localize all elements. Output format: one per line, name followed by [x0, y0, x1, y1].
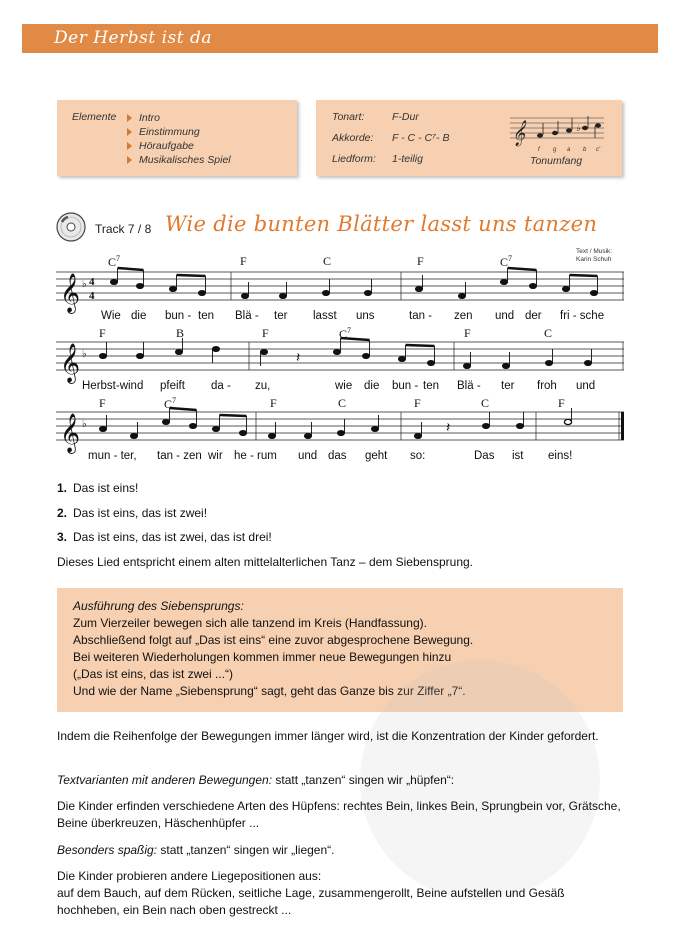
lyric-syllable: die [131, 310, 147, 322]
lyric-syllable: Blä - [457, 380, 481, 392]
treble-clef-icon: 𝄞 [60, 273, 81, 313]
chord-symbol: $C^7$ [339, 326, 352, 341]
instruction-heading: Ausführung des Siebensprungs: [73, 599, 244, 613]
chord-symbol: $C^7$ [500, 254, 513, 269]
lyric-syllable: Herbst-wind [82, 380, 144, 392]
chord-symbol: $C^7$ [108, 254, 121, 269]
list-item: Intro [139, 111, 231, 125]
lyric-syllable: mun - ter, [88, 450, 137, 462]
lyric-syllable: he - rum [234, 450, 277, 462]
body-paragraph: Die Kinder erfinden verschiedene Arten des Hüpfens: rechtes Bein, linkes Bein, Sprungbein vor, Grätsche, Beine überkreuzen, Häschenhüpfer ... [57, 799, 621, 830]
range-note-label: c' [596, 147, 601, 153]
lyric-syllable: und [298, 450, 318, 462]
lyric-syllable: tan - zen [157, 450, 202, 462]
lyric-syllable: uns [356, 310, 375, 322]
chord-symbol: F [99, 396, 106, 410]
chord-symbol: F [270, 396, 277, 410]
flat-icon: ♭ [82, 349, 87, 360]
lyric-syllable: Wie [101, 310, 121, 322]
body-paragraph: Die Kinder probieren andere Liegepositionen aus: [57, 869, 322, 883]
lyric-syllable: ist [512, 450, 524, 462]
instruction-line: („Das ist eins, das ist zwei ...“) [73, 667, 234, 681]
lyric-syllable: so: [410, 450, 426, 462]
chord-symbol: B [176, 326, 185, 340]
key-row: Tonart: F-Dur [332, 111, 419, 123]
lyric-syllable: eins! [548, 450, 573, 462]
lyric-syllable: wie [335, 380, 353, 392]
instruction-line: Bei weiteren Wiederholungen kommen immer neue Bewegungen hinzu [73, 650, 452, 664]
chord-symbol: C [544, 326, 553, 340]
chord-symbol: F [464, 326, 471, 340]
lyric-syllable: Das [474, 450, 495, 462]
lyric-syllable: ten [423, 380, 439, 392]
final-barline [621, 412, 624, 440]
chord-symbol: C [323, 254, 332, 268]
list-item: Höraufgabe [139, 139, 231, 153]
treble-clef-icon: 𝄞 [60, 343, 81, 383]
chord-symbol: F [262, 326, 269, 340]
arrow-icon [127, 114, 132, 122]
chord-symbol: C [481, 396, 490, 410]
lyric-syllable: ten [198, 310, 214, 322]
list-item: Einstimmung [139, 125, 231, 139]
lyric-syllable: Blä - [235, 310, 259, 322]
treble-clef-icon: 𝄞 [512, 121, 526, 146]
lyric-syllable: die [364, 380, 380, 392]
elements-box [57, 100, 297, 176]
arrow-icon [127, 156, 132, 164]
lyric-syllable: bun - [165, 310, 192, 322]
flat-icon: ♭ [82, 279, 87, 290]
chord-symbol: F [417, 254, 424, 268]
range-label: Tonumfang [530, 155, 583, 167]
instruction-line: Und wie der Name „Siebensprung“ sagt, geht das Ganze bis zur Ziffer „7“. [73, 684, 466, 698]
time-sig-bottom: 4 [89, 290, 95, 302]
chapter-title: Der Herbst ist da [54, 28, 212, 48]
svg-text:♭: ♭ [576, 123, 581, 133]
treble-clef-icon: 𝄞 [60, 413, 81, 453]
lyric-syllable: da - [211, 380, 231, 392]
song-title: Wie die bunten Blätter lasst uns tanzen [165, 212, 598, 236]
range-staff [508, 104, 608, 154]
instruction-line: Zum Vierzeiler bewegen sich alle tanzend im Kreis (Handfassung). [73, 616, 427, 630]
lyric-syllable: fri - sche [560, 310, 605, 322]
list-item: 3. Das ist eins, das ist zwei, das ist drei! [57, 530, 272, 544]
lyric-syllable: ter [501, 380, 515, 392]
lyric-syllable: bun - [392, 380, 419, 392]
elements-label: Elemente [72, 111, 117, 123]
body-paragraph: Textvarianten mit anderen Bewegungen: statt „tanzen“ singen wir „hüpfen“: [57, 773, 455, 787]
chord-symbol: C [338, 396, 347, 410]
lyric-syllable: lasst [313, 310, 337, 322]
lyric-syllable: geht [365, 450, 388, 462]
list-item: 1. Das ist eins! [57, 481, 139, 495]
lyric-syllable: tan - [409, 310, 433, 322]
elements-list [139, 111, 231, 167]
range-note-label: b [583, 147, 587, 153]
form-row: Liedform: 1-teilig [332, 153, 423, 165]
instruction-line: Abschließend folgt auf „Das ist eins“ eine zuvor abgesprochene Bewegung. [73, 633, 474, 647]
list-item: Musikalisches Spiel [139, 153, 231, 167]
chord-symbol: F [99, 326, 106, 340]
song-credit: Text / Musik: Karin Schuh [576, 248, 613, 263]
chords-row: Akkorde: F - C - C⁷- B [332, 132, 450, 144]
range-note-label: f [538, 147, 540, 153]
track-label: Track 7 / 8 [95, 222, 152, 236]
lyric-syllable: und [576, 380, 596, 392]
lyric-syllable: wir [208, 450, 223, 462]
lyric-syllable: der [525, 310, 542, 322]
lyric-syllable: froh [537, 380, 557, 392]
lyric-syllable: ter [274, 310, 288, 322]
arrow-icon [127, 128, 132, 136]
chord-symbol: F [558, 396, 565, 410]
chord-symbol: F [414, 396, 421, 410]
range-note-label: a [567, 147, 571, 153]
lyric-syllable: das [328, 450, 347, 462]
song-info-box [316, 100, 622, 176]
time-sig-top: 4 [89, 276, 95, 288]
cd-icon [56, 212, 86, 242]
lyric-syllable: zen [454, 310, 473, 322]
body-paragraph: Indem die Reihenfolge der Bewegungen immer länger wird, ist die Konzentration der Kinder gefordert. [57, 729, 599, 743]
chord-symbol: $C^7$ [164, 396, 177, 411]
body-paragraph: Besonders spaßig: statt „tanzen“ singen wir „liegen“. [57, 843, 335, 857]
list-item: 2. Das ist eins, das ist zwei! [57, 506, 208, 520]
rest-icon: 𝄽 [446, 419, 451, 435]
arrow-icon [127, 142, 132, 150]
chapter-header-bar [22, 24, 658, 53]
range-note-label: g [553, 147, 557, 153]
lyric-syllable: zu, [255, 380, 271, 392]
lyric-syllable: pfeift [160, 380, 185, 392]
intro-paragraph: Dieses Lied entspricht einem alten mittelalterlichen Tanz – dem Siebensprung. [57, 555, 474, 569]
chord-symbol: F [240, 254, 247, 268]
rest-icon: 𝄽 [296, 349, 301, 365]
body-paragraph: auf dem Bauch, auf dem Rücken, seitliche Lage, zusammengerollt, Beine aufstellen und Gesäß hochheben, ein Bein nach oben gestreckt ... [57, 886, 565, 917]
flat-icon: ♭ [82, 419, 87, 430]
lyric-syllable: und [495, 310, 515, 322]
